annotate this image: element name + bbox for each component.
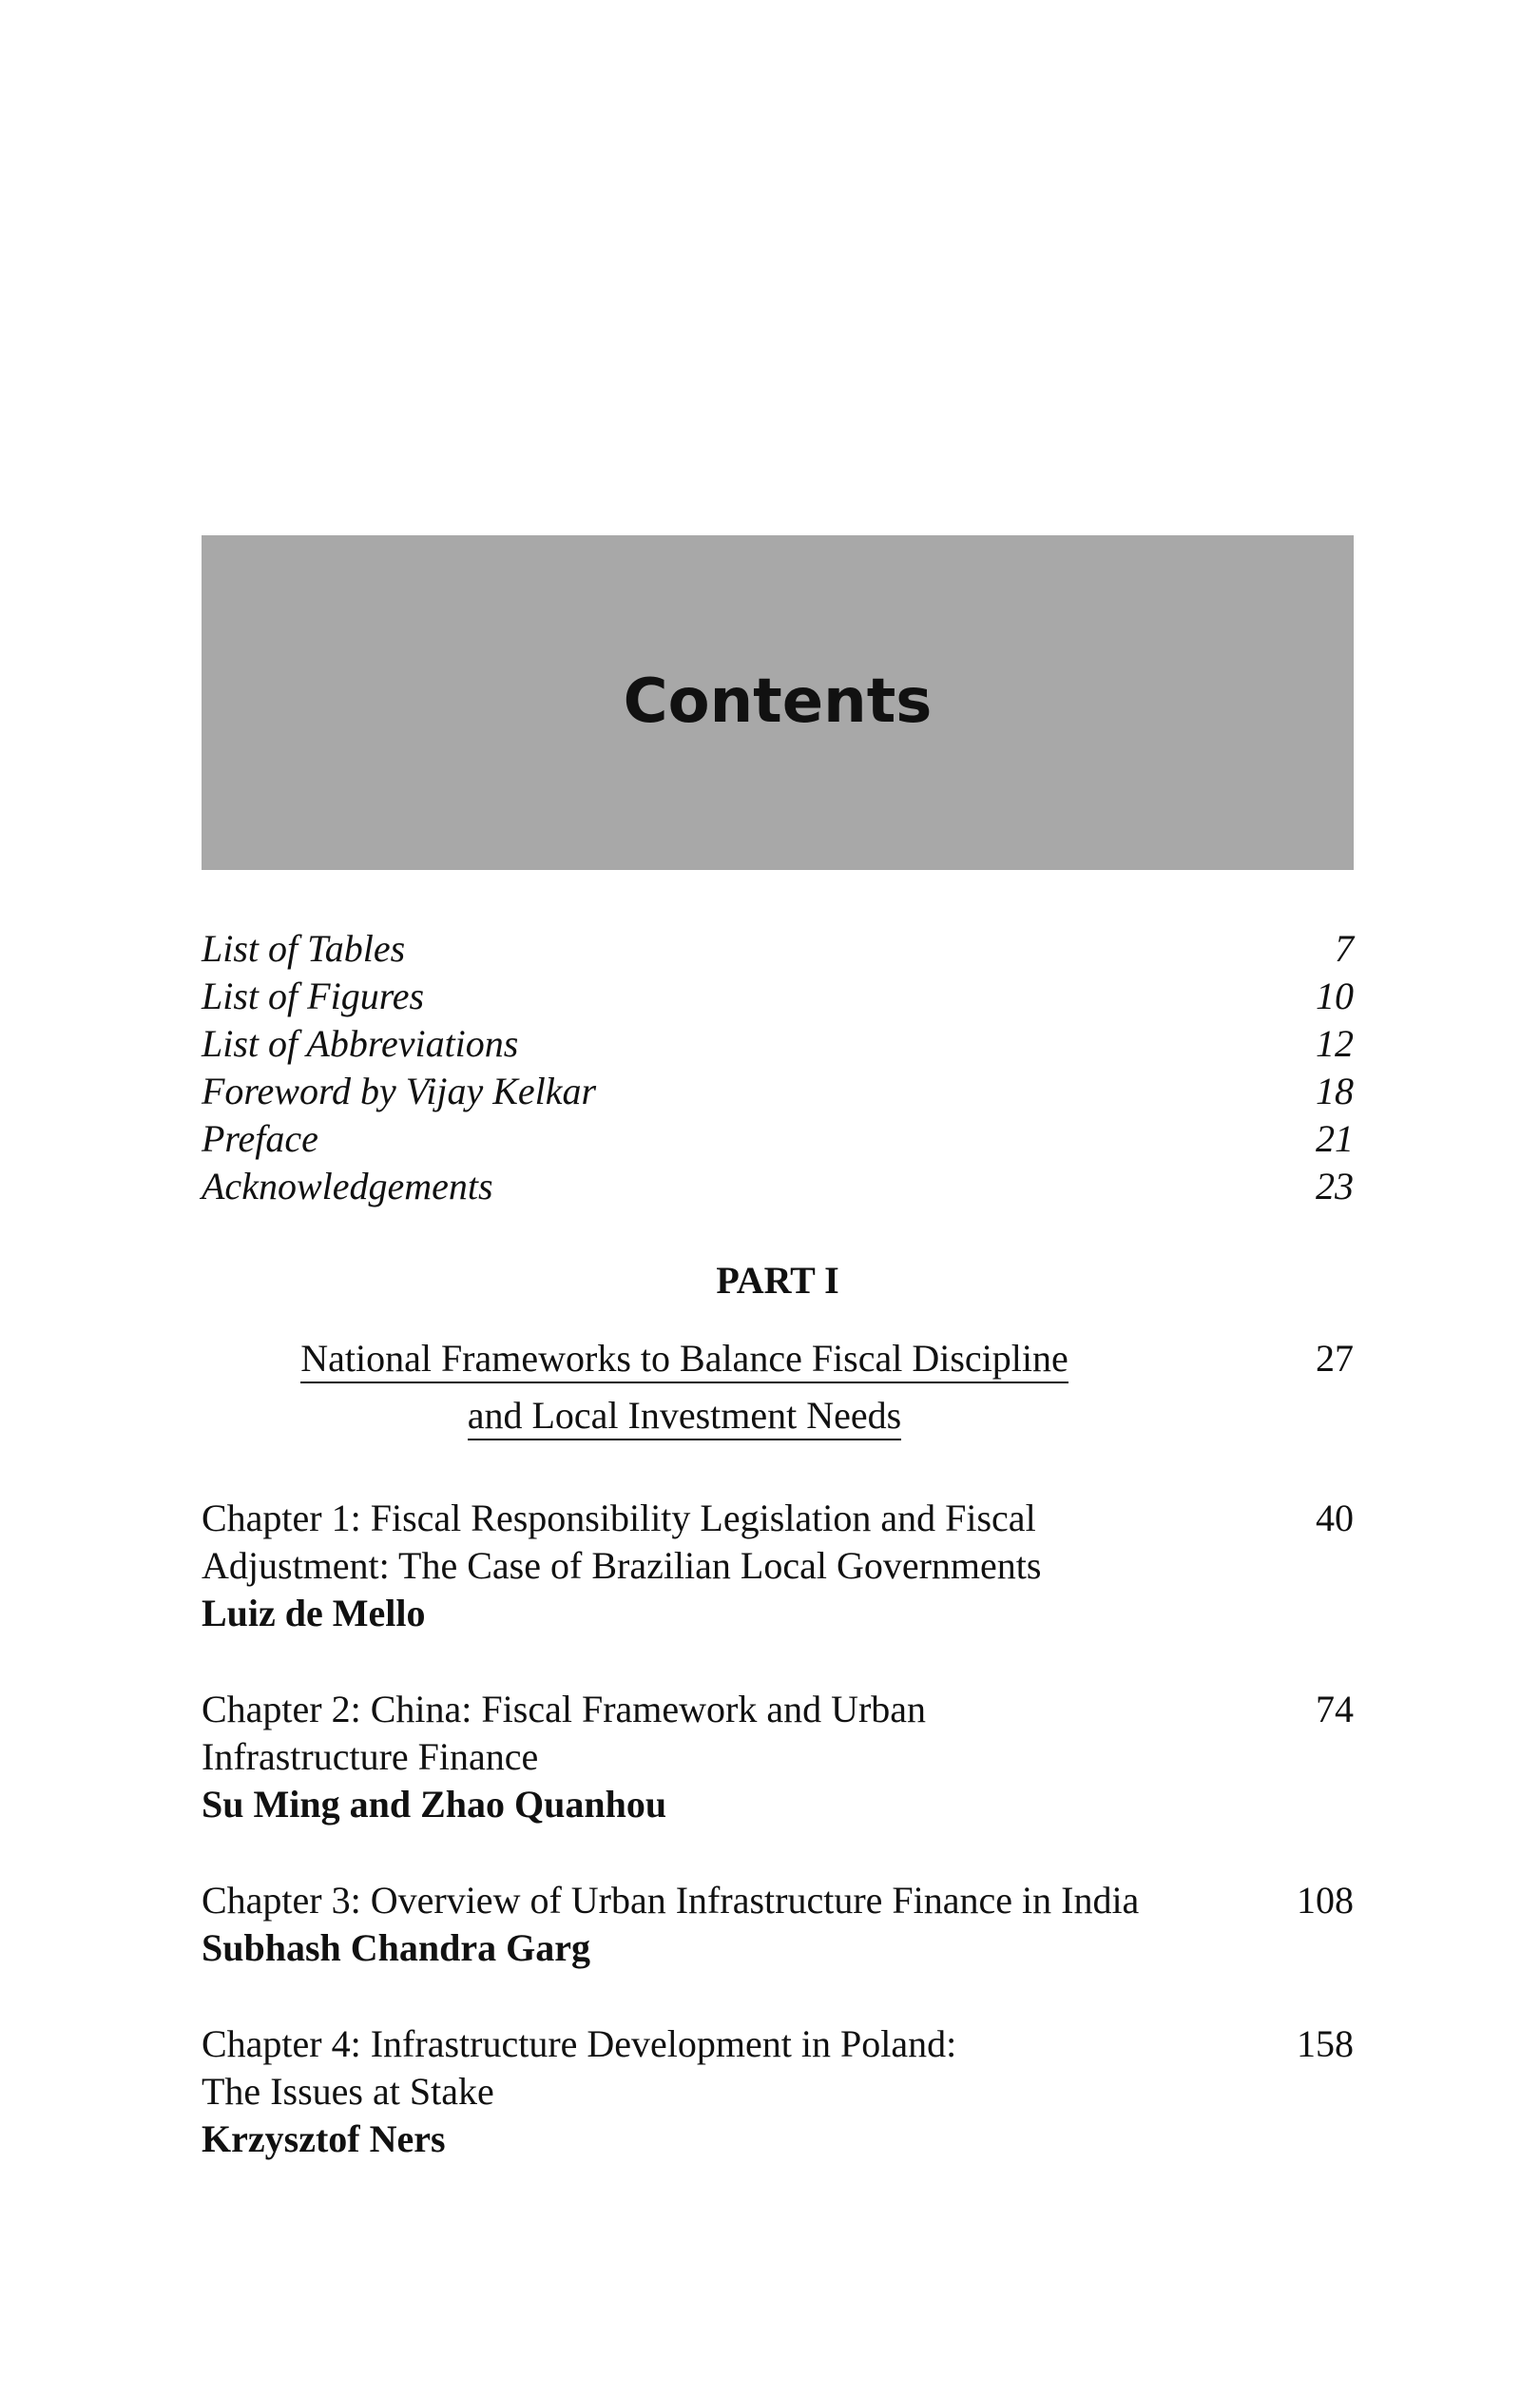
toc-chapter-4[interactable] [202,2020,1354,2163]
toc-entry-page: 21 [1316,1117,1354,1160]
chapter-page-number: 40 [1316,1497,1354,1539]
chapter-author: Krzysztof Ners [202,2117,446,2160]
toc-entry-page: 10 [1316,975,1354,1017]
chapter-title-line: Chapter 2: China: Fiscal Framework and Urban [202,1688,927,1730]
toc-entry-page: 12 [1316,1022,1354,1065]
toc-entry-label: Preface [202,1117,318,1160]
chapter-page-number: 74 [1316,1688,1354,1730]
toc-entry-label: Foreword by Vijay Kelkar [202,1070,597,1112]
chapter-title-line: Infrastructure Finance [202,1735,539,1778]
chapter-author: Subhash Chandra Garg [202,1926,591,1969]
chapter-title-line: Chapter 3: Overview of Urban Infrastructure Finance in India [202,1879,1140,1922]
contents-header-band [202,535,1354,870]
toc-entry-page: 23 [1316,1165,1354,1208]
chapter-author: Su Ming and Zhao Quanhou [202,1783,667,1826]
part-page-number: 27 [1316,1337,1354,1380]
toc-entry-label: Acknowledgements [202,1165,493,1208]
toc-entry-page: 18 [1316,1070,1354,1112]
part-title-text: and Local Investment Needs [468,1393,902,1440]
part-title-text: National Frameworks to Balance Fiscal Discipline [300,1336,1068,1383]
part-heading: PART I [716,1259,839,1302]
toc-entry-label: List of Abbreviations [202,1022,519,1065]
chapter-page-number: 108 [1297,1879,1354,1922]
toc-chapter-3[interactable] [202,1877,1354,1972]
chapter-title-line: The Issues at Stake [202,2070,494,2113]
toc-chapter-1[interactable] [202,1495,1354,1637]
chapter-author: Luiz de Mello [202,1592,426,1634]
toc-entry-page: 7 [1335,927,1354,970]
toc-entry-label: List of Tables [202,927,406,970]
toc-chapter-2[interactable] [202,1686,1354,1828]
chapter-title-line: Chapter 1: Fiscal Responsibility Legislation and Fiscal [202,1497,1036,1539]
part-title-line-1[interactable] [202,1335,1167,1383]
chapter-page-number: 158 [1297,2022,1354,2065]
toc-entry-label: List of Figures [202,975,425,1017]
page-title: Contents [623,667,933,737]
chapter-title-line: Adjustment: The Case of Brazilian Local Governments [202,1544,1042,1587]
chapter-title-line: Chapter 4: Infrastructure Development in Poland: [202,2022,957,2065]
part-title-line-2[interactable] [202,1392,1167,1440]
